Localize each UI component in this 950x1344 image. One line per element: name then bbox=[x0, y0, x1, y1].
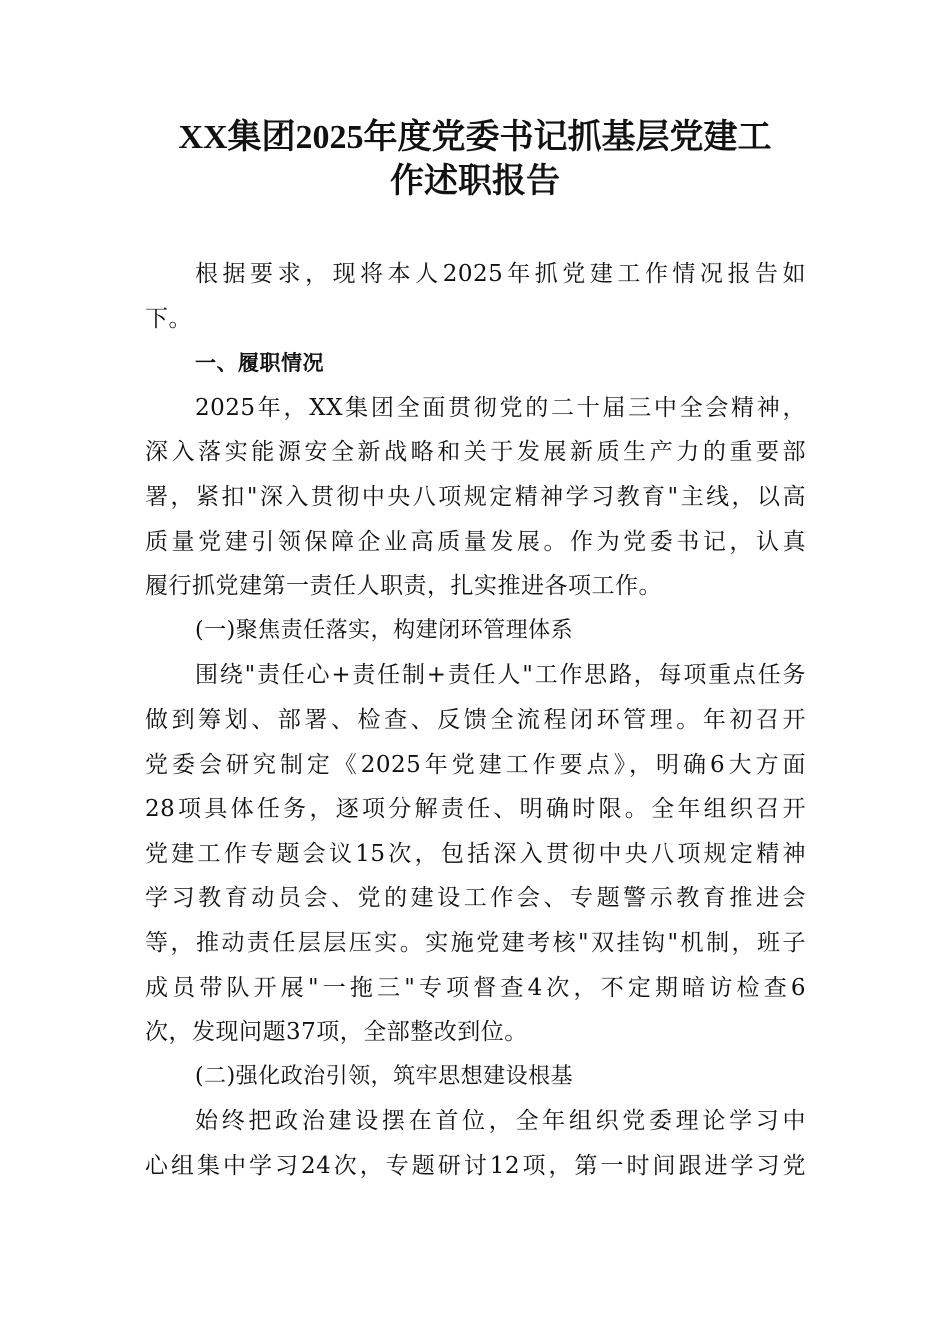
text-line: 围绕"责任心+责任制+责任人"工作思路，每项重点任务 bbox=[195, 662, 806, 689]
subsection-heading: (二)强化政治引领，筑牢思想建设根基 bbox=[195, 1063, 574, 1089]
paragraph-overview bbox=[145, 386, 806, 609]
text-line: 党委会研究制定《2025年党建工作要点》，明确6大方面 bbox=[145, 751, 806, 778]
text-line: 28项具体任务，逐项分解责任、明确时限。全年组织召开 bbox=[145, 796, 806, 823]
text-line: 始终把政治建设摆在首位，全年组织党委理论学习中 bbox=[195, 1108, 806, 1135]
text-line: 次，发现问题37项，全部整改到位。 bbox=[145, 1019, 528, 1046]
text-line: 履行抓党建第一责任人职责，扎实推进各项工作。 bbox=[145, 573, 662, 600]
text-line: 做到筹划、部署、检查、反馈全流程闭环管理。年初召开 bbox=[145, 706, 806, 733]
paragraph-responsibility bbox=[145, 653, 806, 1054]
text-line: 署，紧扣"深入贯彻中央八项规定精神学习教育"主线，以高 bbox=[145, 483, 806, 510]
text-line: 质量党建引领保障企业高质量发展。作为党委书记，认真 bbox=[145, 528, 806, 555]
text-line: 党建工作专题会议15次，包括深入贯彻中央八项规定精神 bbox=[145, 840, 806, 867]
text-line: 学习教育动员会、党的建设工作会、专题警示教育推进会 bbox=[145, 885, 806, 912]
document-title bbox=[100, 116, 850, 204]
document-body bbox=[145, 252, 806, 1188]
text-line: 成员带队开展"一拖三"专项督查4次，不定期暗访检查6 bbox=[145, 974, 806, 1001]
text-line: 根据要求，现将本人2025年抓党建工作情况报告如 bbox=[195, 261, 806, 287]
section-heading: 一、履职情况 bbox=[195, 351, 324, 376]
text-line: 深入落实能源安全新战略和关于发展新质生产力的重要部 bbox=[145, 439, 806, 466]
subsection-heading: (一)聚焦责任落实，构建闭环管理体系 bbox=[195, 617, 574, 643]
text-line: 2025年，XX集团全面贯彻党的二十届三中全会精神， bbox=[195, 394, 806, 421]
text-line: 等，推动责任层层压实。实施党建考核"双挂钩"机制，班子 bbox=[145, 929, 806, 956]
title-line-2: 作述职报告 bbox=[390, 163, 560, 200]
text-line: 下。 bbox=[145, 305, 192, 332]
text-line: 心组集中学习24次，专题研讨12项，第一时间跟进学习党 bbox=[145, 1152, 806, 1179]
title-line-1: XX集团2025年度党委书记抓基层党建工 bbox=[178, 119, 772, 156]
paragraph-political bbox=[145, 1099, 806, 1188]
intro-paragraph bbox=[145, 252, 806, 341]
